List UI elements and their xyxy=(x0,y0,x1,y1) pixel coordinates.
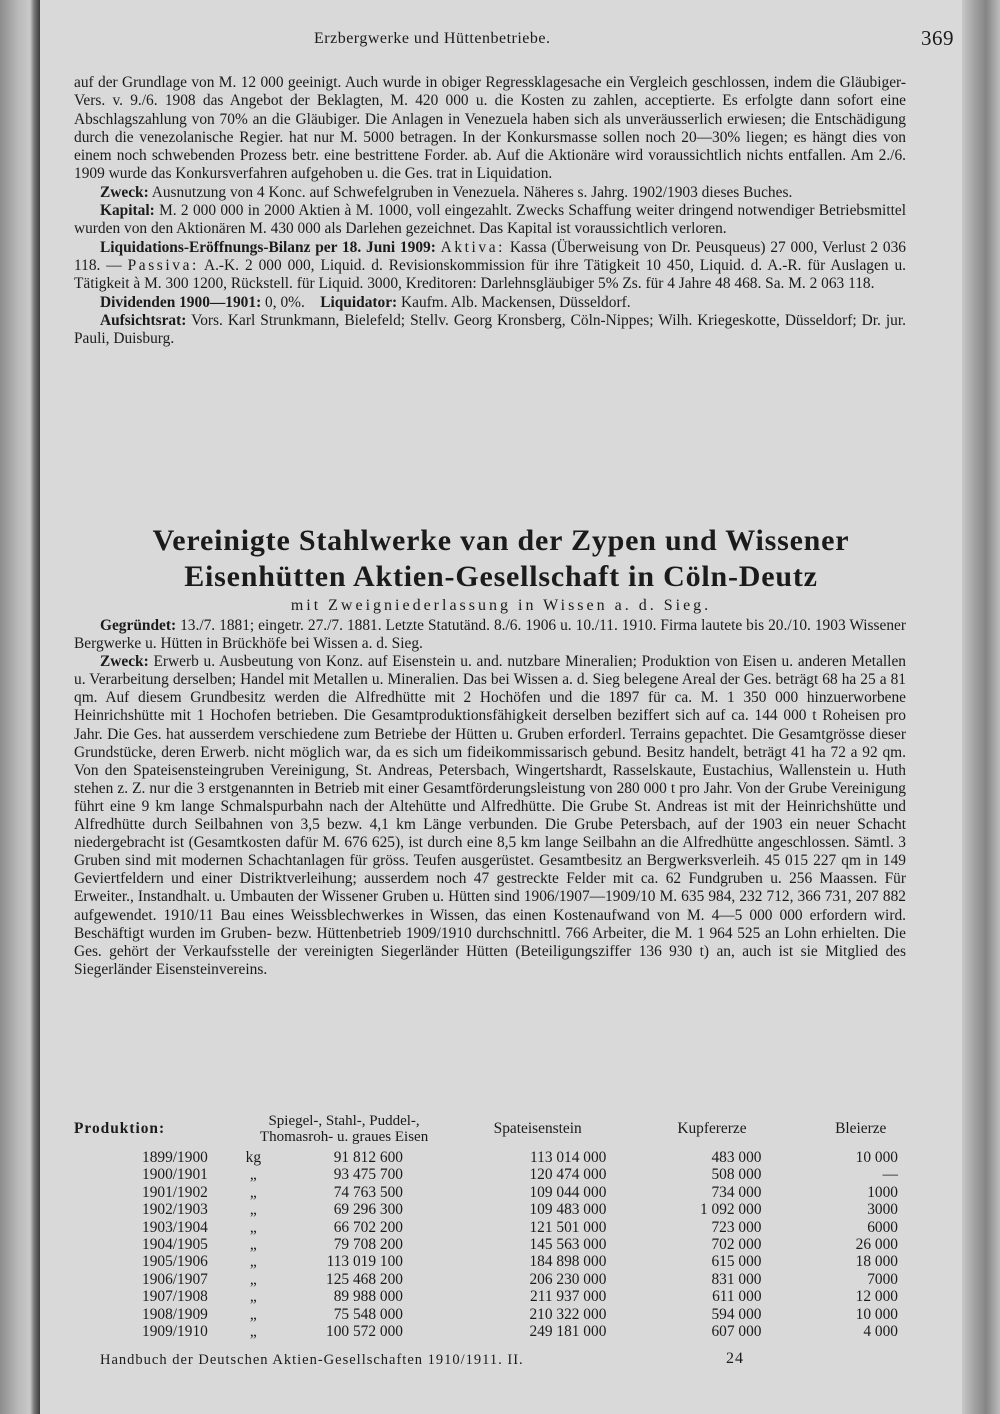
spateisenstein-value-cell: 249 181 000 xyxy=(529,1323,607,1341)
kapital-paragraph xyxy=(74,202,906,239)
running-title: Erzbergwerke und Hüttenbetriebe. xyxy=(314,30,551,47)
bleierze-value-cell: 6000 xyxy=(867,1218,898,1236)
dividenden-paragraph xyxy=(74,294,906,312)
production-header-row xyxy=(74,1113,926,1149)
year-cell: 1902/1903 xyxy=(142,1201,208,1219)
unit-cell: „ xyxy=(249,1236,257,1254)
column-header-spateisenstein: Spateisenstein xyxy=(493,1120,582,1137)
bleierze-value-cell: 18 000 xyxy=(855,1253,898,1271)
kupfererze-value-cell: 702 000 xyxy=(711,1236,762,1254)
bilanz-label: Liquidations-Eröffnungs-Bilanz per 18. Juni 1909: xyxy=(100,238,436,256)
footer-book-title: Handbuch der Deutschen Aktien-Gesellschaften 1910/1911. II. xyxy=(100,1352,524,1368)
spateisenstein-value-cell: 109 044 000 xyxy=(529,1183,607,1201)
kapital-text: M. 2 000 000 in 2000 Aktien à M. 1000, voll eingezahlt. Zwecks Schaffung weiter dringend notwendiger Betriebsmittel wurden von den Aktionären M. 430 000 als Darlehen gezeichnet. Das Kapital ist voraussichtlich verloren. xyxy=(74,202,906,238)
company-title-line-1: Vereinigte Stahlwerke van der Zypen und Wissener xyxy=(152,524,850,557)
iron-value-cell: 75 548 000 xyxy=(333,1305,403,1323)
bleierze-value-cell: — xyxy=(882,1166,898,1184)
year-cell: 1903/1904 xyxy=(142,1218,208,1236)
company-title-line-2: Eisenhütten Aktien-Gesellschaft in Cöln-Deutz xyxy=(184,560,818,593)
table-row xyxy=(74,1201,926,1218)
table-row xyxy=(74,1149,926,1166)
aktiva-text: Kassa (Überweisung von Dr. Peusqueus) 27 000, Verlust 2 036 118. — xyxy=(74,238,907,274)
scan-left-edge xyxy=(0,0,40,1414)
zweck2-text: Erwerb u. Ausbeutung von Konz. auf Eisenstein u. and. nutzbare Mineralien; Produktion von Eisen u. anderen Metallen u. Verarbeitung derselben; Handel mit Metallen u. Mineralien. Das bei Wissen a. d. Sieg belegene Areal der Ges. beträgt 68 ha 25 a 81 qm. Auf diesem Grundbesitz werden die Alfredhütte mit 2 Hochöfen und die 1897 für ca. M. 1 350 000 hinzuerworbene Heinrichshütte mit 1 Hochofen betrieben. Die Gesamtproduktionsfähigkeit derselben beziffert sich auf ca. 144 000 t Roheisen pro Jahr. Die Ges. hat ausserdem verschiedene zum Betriebe der Hütten u. Gruben erforderl. Terrains gepachtet. Die Gesamtgrösse dieser Grundstücke, deren Erwerb. nicht möglich war, da es sich um fideikommissarisch gebund. Besitz handelt, beträgt 41 ha 72 a 92 qm. Von den Spateisensteingruben Vereinigung, St. Andreas, Petersbach, Wingertshardt, Rasselskaute, Eustachius, Wallenstein u. Huth stehen z. Z. nur die 3 erstgenannten in Betrieb mit einer Gesamtförderungsleistung von 280 000 t pro Jahr. Von der Grube Vereinigung führt eine 9 km lange Schmalspurbahn nach der Altehütte und Alfredhütte. Die Grube St. Andreas ist mit der Heinrichshütte und Alfredhütte durch Seilbahnen von 3,5 bezw. 4,1 km Länge verbunden. Die Grube Petersbach, auf der 1903 ein neuer Schacht niedergebracht ist (Gesamtkosten dafür M. 676 625), ist durch eine 8,5 km lange Seilbahn an die Alfredhütte angeschlossen. Sämtl. 3 Gruben sind mit modernen Schachtanlagen für gröss. Teufen ausgerüstet. Gesamtbesitz an Bergwerksverleih. 45 015 227 qm in 149 Geviertfeldern und einer Distriktverleihung; ausserdem noch 47 gestreckte Felder mit ca. 62 Fundgruben u. 256 Maassen. Für Erweiter., Instandhalt. u. Umbauten der Wissener Gruben u. Hütten sind 1906/1907—1909/10 M. 635 984, 232 712, 366 731, 207 882 aufgewendet. 1910/11 Bau eines Weissblechwerkes in Wissen, das einen Kostenaufwand von M. 4—5 000 000 erfordern wird. Beschäftigt wurden im Gruben- bezw. Hüttenbetrieb 1909/1910 durchschnittl. 766 Arbeiter, die M. 1 964 525 an Lohn erhielten. Die Ges. gehört der Verkaufsstelle der vereinigten Siegerländer Hütten (Beteiligungsziffer 136 930 t) an, auch ist sie Mitglied des Siegerländer Eisensteinvereins. xyxy=(74,653,906,978)
gegruendet-text: 13./7. 1881; eingetr. 27./7. 1881. Letzte Statutänd. 8./6. 1906 u. 10./11. 1910. Firma lautete bis 20./10. 1903 Wissener Bergwerke u. Hütten in Brückhöfe bei Wissen a. d. Sieg. xyxy=(74,617,906,653)
year-cell: 1899/1900 xyxy=(142,1149,208,1166)
gegruendet-label: Gegründet: xyxy=(100,617,177,634)
kupfererze-value-cell: 508 000 xyxy=(711,1166,762,1184)
scan-right-edge xyxy=(962,0,1000,1414)
zweck-paragraph xyxy=(74,184,906,202)
aufsichtsrat-paragraph xyxy=(74,312,906,349)
iron-value-cell: 66 702 200 xyxy=(333,1218,403,1236)
gegruendet-paragraph xyxy=(74,617,906,653)
spateisenstein-value-cell: 206 230 000 xyxy=(529,1270,607,1288)
company-subtitle: mit Zweigniederlassung in Wissen a. d. Sieg. xyxy=(290,597,712,614)
aufsichtsrat-text: Vors. Karl Strunkmann, Bielefeld; Stellv. Georg Kronsberg, Cöln-Nippes; Wilh. Kriegeskotte, Düsseldorf; Dr. jur. Pauli, Duisburg. xyxy=(74,311,906,348)
zweck2-paragraph xyxy=(74,653,906,979)
production-label: Produktion: xyxy=(74,1120,166,1137)
kupfererze-value-cell: 615 000 xyxy=(711,1253,762,1271)
unit-cell: „ xyxy=(249,1305,257,1323)
unit-cell: „ xyxy=(249,1323,257,1341)
year-cell: 1900/1901 xyxy=(142,1166,208,1184)
spateisenstein-value-cell: 109 483 000 xyxy=(529,1201,607,1219)
unit-cell: „ xyxy=(249,1270,257,1288)
bleierze-value-cell: 10 000 xyxy=(855,1305,898,1323)
year-cell: 1906/1907 xyxy=(142,1270,208,1288)
zweck2-label: Zweck: xyxy=(100,653,149,671)
liquidator-label: Liquidator: xyxy=(320,293,398,311)
spateisenstein-value-cell: 120 474 000 xyxy=(529,1166,607,1184)
spateisenstein-value-cell: 113 014 000 xyxy=(530,1149,607,1166)
column-header-bleierze: Bleierze xyxy=(835,1120,887,1137)
zweck-label: Zweck: xyxy=(100,183,149,201)
column-header-kupfererze: Kupfererze xyxy=(677,1120,747,1137)
year-cell: 1901/1902 xyxy=(142,1183,208,1201)
table-row xyxy=(74,1184,926,1201)
zweck-text: Ausnutzung von 4 Konc. auf Schwefelgruben in Venezuela. Näheres s. Jahrg. 1902/1903 dieses Buches. xyxy=(148,183,793,201)
page-header xyxy=(40,28,962,52)
iron-value-cell: 91 812 600 xyxy=(333,1149,403,1166)
unit-cell: „ xyxy=(249,1288,257,1306)
table-row xyxy=(74,1271,926,1288)
iron-value-cell: 100 572 000 xyxy=(326,1323,403,1341)
table-row xyxy=(74,1306,926,1323)
kupfererze-value-cell: 594 000 xyxy=(711,1305,762,1323)
iron-value-cell: 79 708 200 xyxy=(333,1236,403,1254)
table-row xyxy=(74,1323,926,1340)
column-header-iron: Spiegel-, Stahl-, Puddel-, Thomasroh- u. graues Eisen xyxy=(259,1113,429,1145)
table-row xyxy=(74,1288,926,1305)
iron-value-cell: 113 019 100 xyxy=(326,1253,403,1271)
dividenden-text: 0, 0%. xyxy=(261,293,305,311)
iron-value-cell: 74 763 500 xyxy=(333,1183,403,1201)
bleierze-value-cell: 10 000 xyxy=(855,1149,898,1166)
year-cell: 1905/1906 xyxy=(142,1253,208,1271)
kupfererze-value-cell: 611 000 xyxy=(712,1288,762,1306)
footer-signature-mark: 24 xyxy=(726,1350,744,1367)
liquidator-text: Kaufm. Alb. Mackensen, Düsseldorf. xyxy=(397,293,631,311)
year-cell: 1909/1910 xyxy=(142,1323,208,1341)
unit-cell: „ xyxy=(249,1218,257,1236)
book-page xyxy=(40,0,962,1414)
year-cell: 1904/1905 xyxy=(142,1236,208,1254)
spateisenstein-value-cell: 145 563 000 xyxy=(529,1236,607,1254)
dividenden-label: Dividenden 1900—1901: xyxy=(100,293,262,311)
iron-value-cell: 93 475 700 xyxy=(333,1166,403,1184)
bilanz-paragraph xyxy=(74,239,906,294)
year-cell: 1907/1908 xyxy=(142,1288,208,1306)
iron-value-cell: 89 988 000 xyxy=(333,1288,403,1306)
bleierze-value-cell: 12 000 xyxy=(855,1288,898,1306)
kupfererze-value-cell: 483 000 xyxy=(711,1149,762,1166)
page-number: 369 xyxy=(921,26,954,50)
bleierze-value-cell: 4 000 xyxy=(863,1323,898,1341)
bleierze-value-cell: 1000 xyxy=(867,1183,898,1201)
unit-cell: „ xyxy=(249,1201,257,1219)
iron-value-cell: 69 296 300 xyxy=(333,1201,403,1219)
production-table xyxy=(74,1113,926,1340)
history-paragraph: auf der Grundlage von M. 12 000 geeinigt. Auch wurde in obiger Regressklagesache ein Vergleich geschlossen, indem die Gläubiger-Vers. v. 9./6. 1908 das Angebot der Beklagten, M. 420 000 u. die Kosten zu zahlen, acceptierte. Es erfolgte dann sofort eine Abschlagszahlung von 70% an die Gläubiger. Die Anlagen in Venezuela haben sich als unveräusserlich erwiesen; die Entschädigung durch die venezolanische Regier. hat nur M. 5000 betragen. In der Konkursmasse sollen noch 20—30% liegen; es hängt dies von einem noch schwebenden Prozess betr. eine bestrittene Forder. ab. Auf die Aktionäre wird voraussichtlich nichts entfallen. Am 2./6. 1909 wurde das Konkursverfahren aufgehoben u. die Ges. trat in Liquidation. xyxy=(74,74,906,183)
spateisenstein-value-cell: 211 937 000 xyxy=(530,1288,607,1306)
bleierze-value-cell: 26 000 xyxy=(855,1236,898,1254)
iron-value-cell: 125 468 200 xyxy=(326,1270,403,1288)
aufsichtsrat-label: Aufsichtsrat: xyxy=(100,311,187,329)
unit-cell: „ xyxy=(249,1166,257,1184)
kupfererze-value-cell: 1 092 000 xyxy=(699,1201,762,1219)
section-liquidation-entry xyxy=(74,74,906,348)
spateisenstein-value-cell: 184 898 000 xyxy=(529,1253,607,1271)
unit-cell: kg xyxy=(245,1149,262,1166)
bleierze-value-cell: 3000 xyxy=(867,1201,898,1219)
unit-cell: „ xyxy=(249,1253,257,1271)
kupfererze-value-cell: 607 000 xyxy=(711,1323,762,1341)
spateisenstein-value-cell: 121 501 000 xyxy=(529,1218,607,1236)
table-row xyxy=(74,1253,926,1270)
passiva-text: A.-K. 2 000 000, Liquid. d. Revisionskommission für ihre Tätigkeit 10 450, Liquid. d. A.-R. für Auslagen u. Tätigkeit à M. 300 1200, Rückstell. für Liquid. 3000, Kreditoren: Darlehnsgläubiger 5% Zs. für 4 Jahre 48 468. Sa. M. 2 063 118. xyxy=(74,256,906,293)
kupfererze-value-cell: 831 000 xyxy=(711,1270,762,1288)
kupfererze-value-cell: 734 000 xyxy=(711,1183,762,1201)
table-row xyxy=(74,1166,926,1183)
bleierze-value-cell: 7000 xyxy=(867,1270,898,1288)
spateisenstein-value-cell: 210 322 000 xyxy=(529,1305,607,1323)
production-table-body xyxy=(74,1149,926,1340)
year-cell: 1908/1909 xyxy=(142,1305,208,1323)
page-footer xyxy=(100,1350,744,1369)
table-row xyxy=(74,1219,926,1236)
kapital-label: Kapital: xyxy=(100,202,155,220)
section-company-entry xyxy=(74,617,906,979)
passiva-label: Passiva: xyxy=(127,256,199,274)
table-row xyxy=(74,1236,926,1253)
kupfererze-value-cell: 723 000 xyxy=(711,1218,762,1236)
unit-cell: „ xyxy=(249,1183,257,1201)
aktiva-label: Aktiva: xyxy=(440,238,506,256)
